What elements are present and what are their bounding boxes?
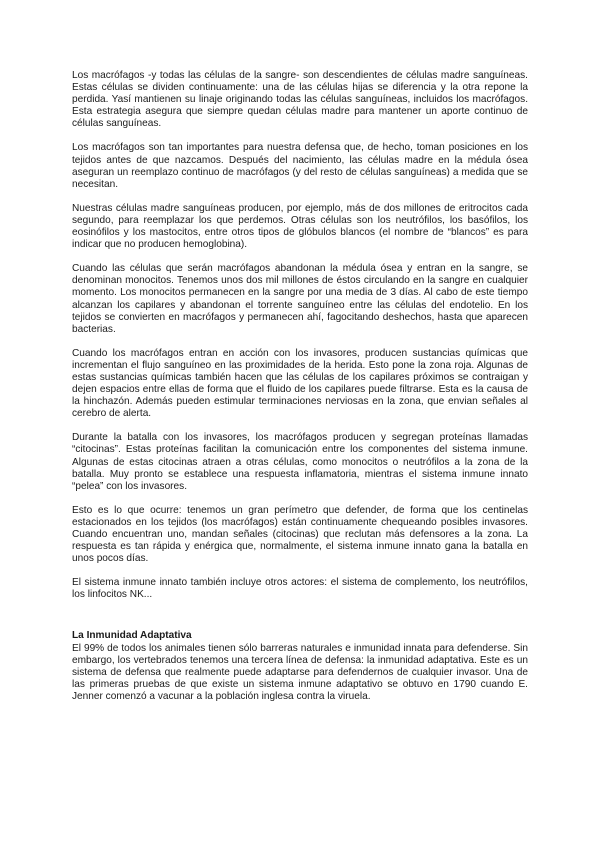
- paragraph-monocytes: Cuando las células que serán macrófagos abandonan la médula ósea y entran en la sangre, se denominan monocitos. Tenemos unos dos mil millones de éstos circulando en la sangre en cualquier momento. Los monocitos permanecen en la sangre por una media de 3 días. Al cabo de este tiempo alcanzan los capilares y abandonan el torrente sanguíneo entre las células del endotelio. En los tejidos se convierten en macrófagos y permanecen ahí, fagocitando deshechos, hasta que aparecen bacterias.: [72, 263, 528, 335]
- paragraph-defense-summary: Esto es lo que ocurre: tenemos un gran perímetro que defender, de forma que los centinelas estacionados en los tejidos (los macrófagos) están continuamente chequeando posibles invasores. Cuando encuentran uno, mandan señales (citocinas) que reclutan más defensores a la zona. La respuesta es tan rápida y enérgica que, normalmente, el sistema inmune innato gana la batalla en unos pocos días.: [72, 504, 528, 565]
- paragraph-macrophage-positions: Los macrófagos son tan importantes para nuestra defensa que, de hecho, toman posiciones en los tejidos antes de que nazcamos. Después del nacimiento, las células madre en la médula ósea aseguran un reemplazo continuo de macrófagos (y del resto de células sanguíneas) a medida que se necesitan.: [72, 142, 528, 190]
- paragraph-innate-actors: El sistema inmune innato también incluye otros actores: el sistema de complemento, los neutrófilos, los linfocitos NK...: [72, 577, 528, 601]
- section-spacer: [72, 613, 528, 630]
- paragraph-stem-cells: Los macrófagos -y todas las células de la sangre- son descendientes de células madre sanguíneas. Estas células se dividen continuamente: una de las células hijas se diferencia y la otra repone la perdida. Yasí mantienen su linaje originando todas las células sanguíneas, incluidos los macrófagos. Esta estrategia asegura que siempre quedan células madre para mantener un aporte continuo de células sanguíneas.: [72, 70, 528, 130]
- paragraph-inflammation: Cuando los macrófagos entran en acción con los invasores, producen sustancias químicas que incrementan el flujo sanguíneo en las proximidades de la herida. Esto pone la zona roja. Algunas de estas sustancias químicas también hacen que las células de los capilares próximos se contraigan y dejen espacios entre ellas de forma que el fluido de los capilares puede filtrarse. Esta es la causa de la hinchazón. Además pueden estimular terminaciones nerviosas en la zona, que envian señales al cerebro de alerta.: [72, 347, 528, 420]
- paragraph-blood-cells: Nuestras células madre sanguíneas producen, por ejemplo, más de dos millones de eritrocitos cada segundo, para reemplazar los que perdemos. Otras células son los neutrófilos, los basófilos, los eosinófilos y los mastocitos, entre otros tipos de glóbulos blancos (el nombre de “blancos” es para indicar que no producen hemoglobina).: [72, 202, 528, 251]
- section-heading: La Inmunidad Adaptativa: [72, 630, 192, 642]
- paragraph-cytokines: Durante la batalla con los invasores, los macrófagos producen y segregan proteínas llamadas “citocinas”. Estas proteínas facilitan la comunicación entre los componentes del sistema inmune. Algunas de estas citocinas atraen a otras células, como monocitos o neutrófilos a la zona de la batalla. Muy pronto se establece una respuesta inflamatoria, mientras el sistema inmune innato “pelea” con los invasores.: [72, 432, 528, 492]
- paragraph-adaptive-immunity: El 99% de todos los animales tienen sólo barreras naturales e inmunidad innata para defenderse. Sin embargo, los vertebrados tenemos una tercera línea de defensa: la inmunidad adaptativa. Este es un sistema de defensa que realmente puede adaptarse para defendernos de cualquier invasor. Una de las primeras pruebas de que existe un sistema inmune adaptativo se obtuvo en 1790 cuando E. Jenner comenzó a vacunar a la población inglesa contra la viruela.: [72, 642, 528, 702]
- document-body: [72, 70, 528, 703]
